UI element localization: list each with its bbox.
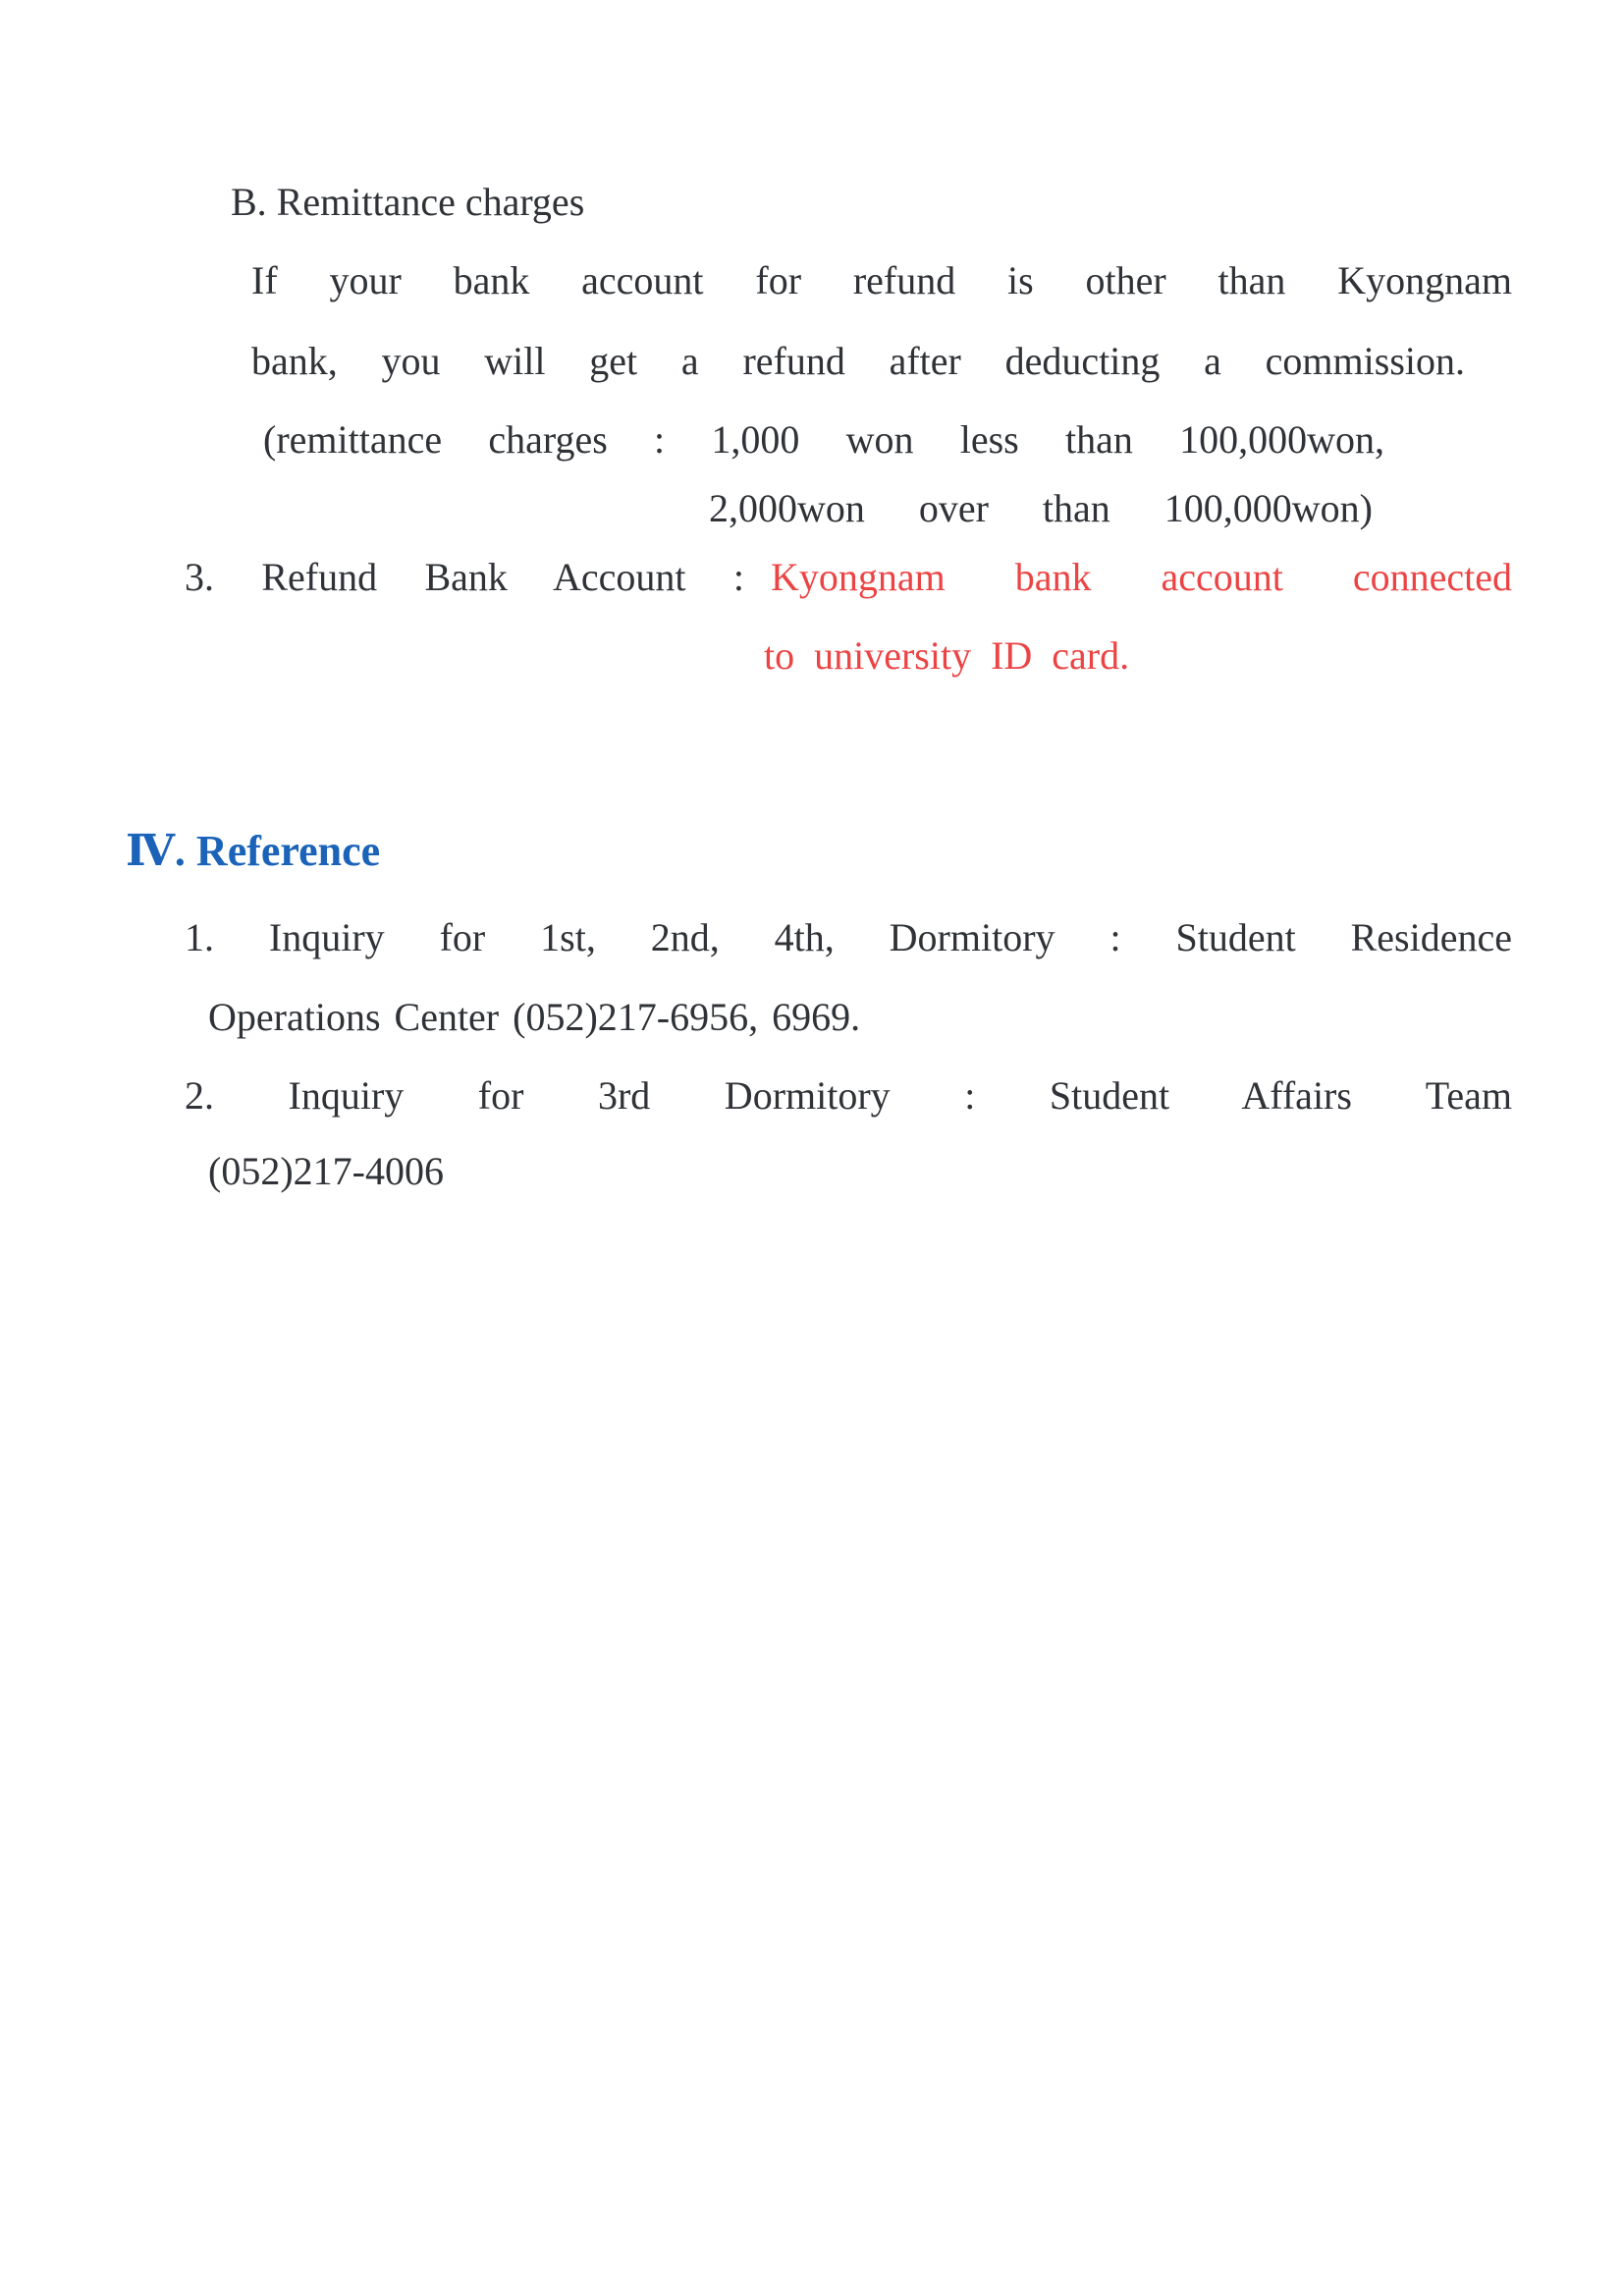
reference-item-2-line1: 2. Inquiry for 3rd Dormitory : Student Affairs Team [185,1073,1512,1118]
remittance-subheading: B. Remittance charges [231,180,585,224]
remittance-paragraph-line2: bank, you will get a refund after deducting a commission. [251,339,1465,383]
reference-item-1-line1: 1. Inquiry for 1st, 2nd, 4th, Dormitory : Student Residence [185,915,1512,959]
reference-heading: Ⅳ. Reference [126,827,381,875]
refund-account-value-line1: Kyongnam bank account connected [771,555,1512,599]
remittance-charges-line2: 2,000won over than 100,000won) [709,486,1373,530]
reference-item-2-line2: (052)217-4006 [208,1149,444,1193]
refund-account-label: 3. Refund Bank Account : [185,555,744,599]
remittance-paragraph-line1: If your bank account for refund is other than Kyongnam [251,258,1512,302]
remittance-charges-line1: (remittance charges : 1,000 won less than 100,000won, [263,417,1384,462]
reference-item-1-line2: Operations Center (052)217-6956, 6969. [208,995,861,1039]
refund-account-value-line2: to university ID card. [764,633,1130,678]
